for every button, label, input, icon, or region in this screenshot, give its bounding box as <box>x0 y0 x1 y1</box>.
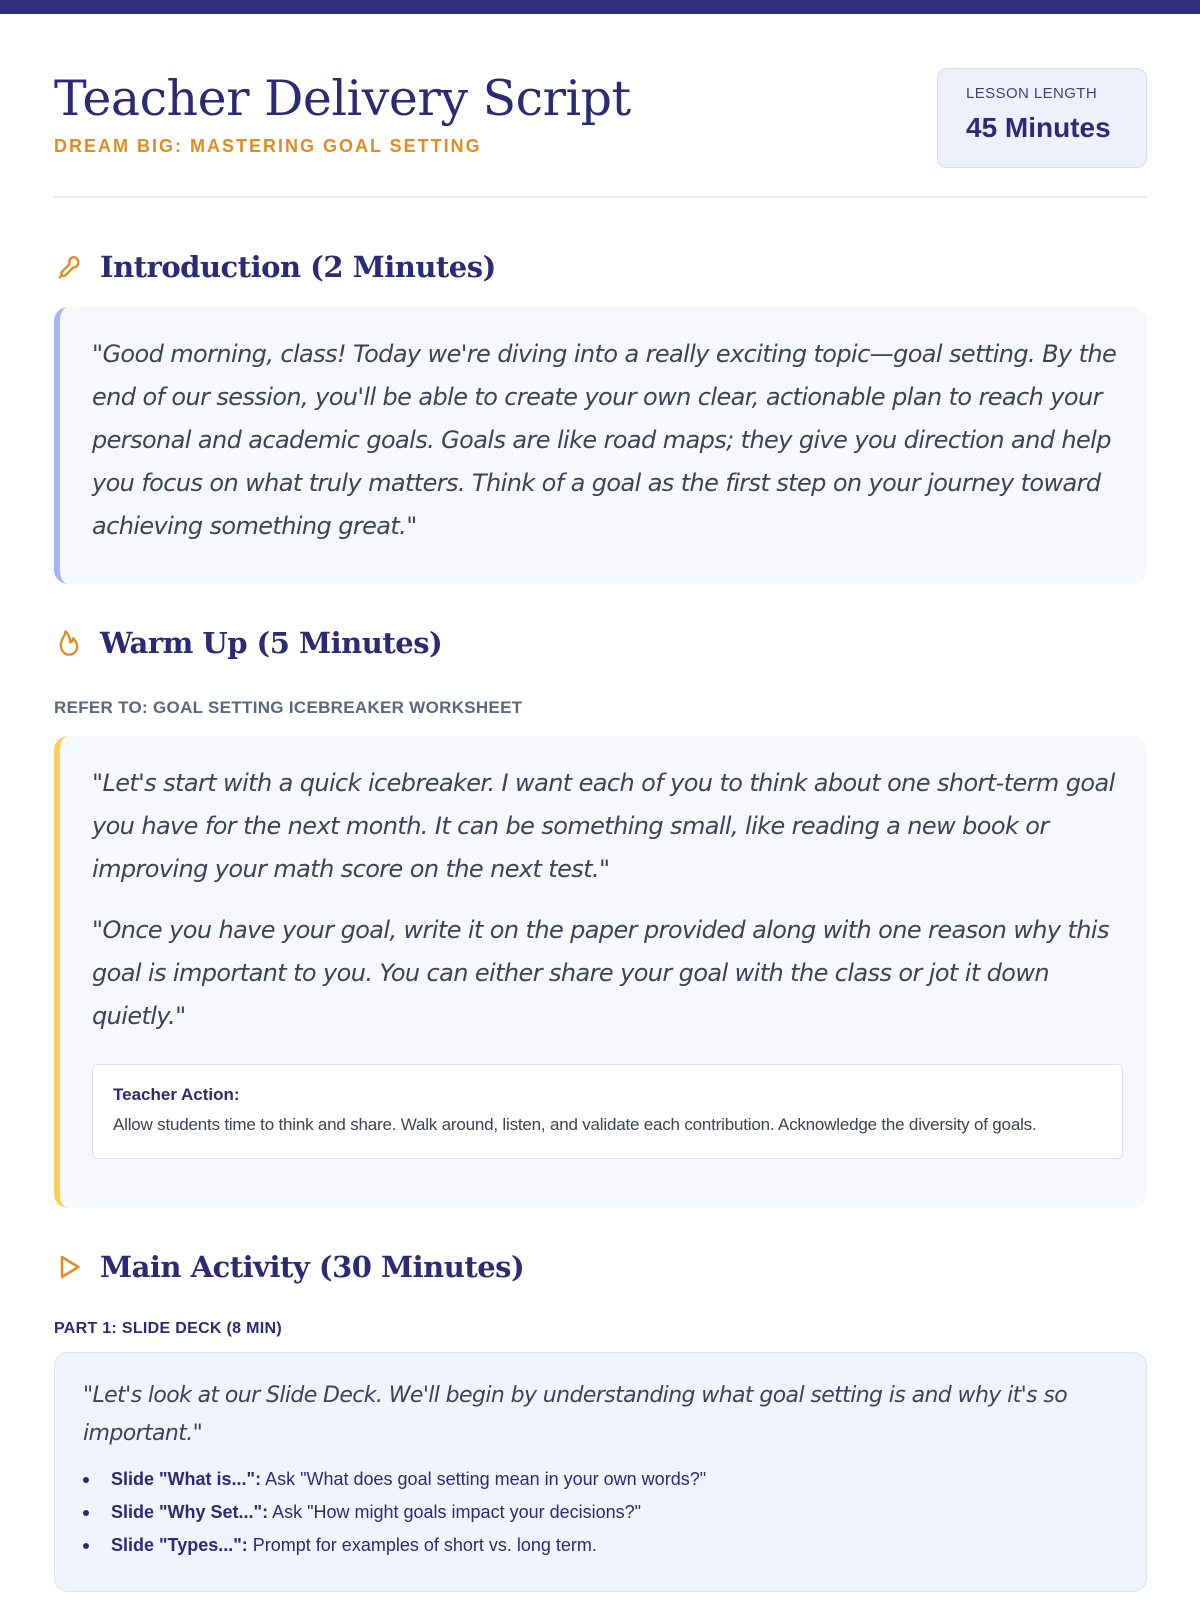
lesson-length-label: LESSON LENGTH <box>966 85 1098 102</box>
slide-list-item <box>83 1529 1122 1562</box>
flame-icon <box>54 628 84 658</box>
slide-list-item <box>83 1496 1122 1529</box>
teacher-action-title: Teacher Action: <box>113 1085 240 1104</box>
play-icon <box>54 1252 84 1282</box>
page-header <box>54 14 1147 198</box>
slide-text: Ask "How might goals impact your decisions?" <box>268 1502 642 1522</box>
introduction-quote-box <box>54 307 1147 584</box>
introduction-quote: "Good morning, class! Today we're diving into a really exciting topic—goal setting. By the end of our session, you'll be able to create your own clear, actionable plan to reach your personal and academic goals. Goals are like road maps; they give you direction and help you focus on what truly matters. Think of a goal as the first step on your journey toward achieving something great." <box>92 340 1117 540</box>
top-accent-bar <box>0 0 1200 14</box>
slide-text: Ask "What does goal setting mean in your own words?" <box>261 1469 707 1489</box>
lesson-length-card <box>937 68 1147 168</box>
microphone-icon <box>54 252 84 282</box>
introduction-title: Introduction (2 Minutes) <box>100 250 496 284</box>
main-activity-title: Main Activity (30 Minutes) <box>100 1250 525 1284</box>
teacher-action-box <box>92 1064 1123 1159</box>
warm-up-heading <box>54 626 442 660</box>
warm-up-quote-1: "Let's start with a quick icebreaker. I want each of you to think about one short-term goal you have for the next month. It can be something small, like reading a new book or improving your math score on the next test." <box>92 769 1115 883</box>
slide-list-item <box>83 1463 1122 1496</box>
warm-up-reference: REFER TO: GOAL SETTING ICEBREAKER WORKSHEET <box>54 698 523 717</box>
teacher-action-text: Allow students time to think and share. Walk around, listen, and validate each contribution. Acknowledge the diversity of goals. <box>113 1115 1037 1134</box>
slide-label: Slide "Types...": <box>111 1535 248 1555</box>
slide-text: Prompt for examples of short vs. long term. <box>247 1535 597 1555</box>
page-subtitle: DREAM BIG: MASTERING GOAL SETTING <box>54 136 482 156</box>
page-title: Teacher Delivery Script <box>54 70 631 127</box>
slide-deck-box <box>54 1352 1147 1592</box>
slide-label: Slide "What is...": <box>111 1469 262 1489</box>
warm-up-title: Warm Up (5 Minutes) <box>100 626 443 660</box>
main-activity-part-label: PART 1: SLIDE DECK (8 MIN) <box>54 1320 282 1337</box>
main-activity-heading <box>54 1250 524 1284</box>
warm-up-quote-2: "Once you have your goal, write it on the paper provided along with one reason why this goal is important to you. You can either share your goal with the class or jot it down quietly." <box>92 916 1109 1030</box>
script-page <box>54 14 1147 1555</box>
slide-list <box>83 1463 1122 1562</box>
warm-up-quote-box <box>54 736 1147 1208</box>
introduction-heading <box>54 250 496 284</box>
slide-label: Slide "Why Set...": <box>111 1502 269 1522</box>
slide-deck-quote: "Let's look at our Slide Deck. We'll begin by understanding what goal setting is and why it's so important." <box>83 1383 1068 1446</box>
lesson-length-value: 45 Minutes <box>966 112 1111 143</box>
